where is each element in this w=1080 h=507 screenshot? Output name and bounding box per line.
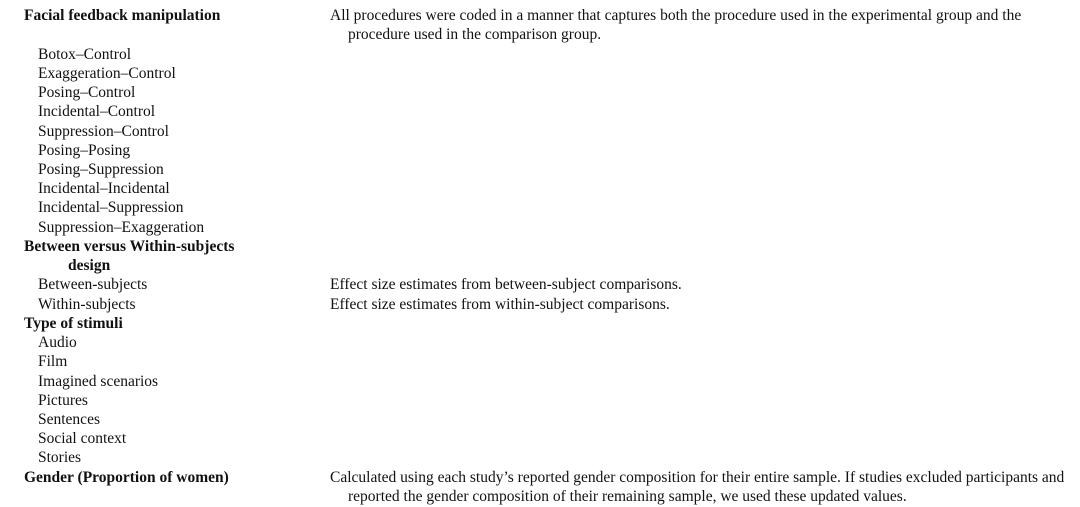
row-label: Exaggeration–Control bbox=[38, 65, 176, 83]
table-row bbox=[0, 198, 1080, 217]
row-description bbox=[312, 141, 1080, 160]
row-description bbox=[312, 122, 1080, 141]
row-label: Imagined scenarios bbox=[38, 372, 159, 390]
row-description bbox=[312, 410, 1080, 429]
table-row bbox=[0, 391, 1080, 410]
row-label-line1: Between versus Within-subjects bbox=[24, 237, 235, 255]
row-label: Suppression–Exaggeration bbox=[38, 218, 205, 236]
row-description bbox=[312, 83, 1080, 102]
row-label: Posing–Posing bbox=[38, 141, 131, 159]
table-row bbox=[0, 45, 1080, 64]
row-description bbox=[312, 179, 1080, 198]
table-row bbox=[0, 179, 1080, 198]
row-label: Between-subjects bbox=[38, 276, 148, 294]
table-row bbox=[0, 448, 1080, 467]
row-description bbox=[312, 275, 1080, 294]
coding-scheme-table bbox=[0, 6, 1080, 507]
table-row bbox=[0, 141, 1080, 160]
table-row bbox=[0, 295, 1080, 314]
row-description bbox=[312, 237, 1080, 275]
table-row bbox=[0, 122, 1080, 141]
row-description bbox=[312, 64, 1080, 83]
table-row bbox=[0, 429, 1080, 448]
table-row bbox=[0, 275, 1080, 294]
row-label: Audio bbox=[38, 334, 77, 352]
row-description bbox=[312, 6, 1080, 45]
table-row bbox=[0, 314, 1080, 333]
row-description bbox=[312, 45, 1080, 64]
table-row bbox=[0, 102, 1080, 121]
table-row bbox=[0, 64, 1080, 83]
row-description bbox=[312, 372, 1080, 391]
row-description bbox=[312, 102, 1080, 121]
row-description bbox=[312, 218, 1080, 237]
row-description bbox=[312, 352, 1080, 371]
row-label bbox=[0, 237, 312, 275]
table-row bbox=[0, 333, 1080, 352]
table-row bbox=[0, 83, 1080, 102]
row-description-text: Calculated using each study’s reported gender composition for their entire sample. If studies excluded participants and reported the gender composition of their remaining sample, we used these updated values. bbox=[330, 468, 1065, 506]
table-row bbox=[0, 468, 1080, 507]
table-row bbox=[0, 410, 1080, 429]
row-label: Incidental–Suppression bbox=[38, 199, 184, 217]
row-label: Social context bbox=[38, 430, 127, 448]
table-row bbox=[0, 372, 1080, 391]
row-description bbox=[312, 295, 1080, 314]
row-description-text: Effect size estimates from between-subject comparisons. bbox=[330, 276, 682, 294]
row-label: Incidental–Control bbox=[38, 103, 156, 121]
table-row bbox=[0, 237, 1080, 275]
row-description-text: All procedures were coded in a manner that captures both the procedure used in the experimental group and the procedure used in the comparison group. bbox=[330, 7, 1022, 44]
row-label: Sentences bbox=[38, 411, 100, 429]
table-row bbox=[0, 160, 1080, 179]
row-label: Suppression–Control bbox=[38, 122, 169, 140]
row-label: Gender (Proportion of women) bbox=[24, 468, 229, 486]
row-label: Type of stimuli bbox=[24, 315, 123, 333]
row-description bbox=[312, 198, 1080, 217]
row-label: Film bbox=[38, 353, 68, 371]
row-description bbox=[312, 333, 1080, 352]
row-description bbox=[312, 448, 1080, 467]
row-description-text: Effect size estimates from within-subject comparisons. bbox=[330, 295, 670, 313]
row-label: Posing–Suppression bbox=[38, 161, 164, 179]
row-label: Within-subjects bbox=[38, 295, 136, 313]
table-row bbox=[0, 6, 1080, 45]
table-body bbox=[0, 6, 1080, 507]
row-label: Incidental–Incidental bbox=[38, 180, 170, 198]
table-row bbox=[0, 218, 1080, 237]
row-label-line2: design bbox=[68, 257, 111, 275]
row-description bbox=[312, 468, 1080, 507]
row-description bbox=[312, 391, 1080, 410]
row-label: Facial feedback manipulation bbox=[24, 7, 221, 24]
row-label: Posing–Control bbox=[38, 84, 136, 102]
row-label: Botox–Control bbox=[38, 45, 132, 63]
row-description bbox=[312, 314, 1080, 333]
row-label: Stories bbox=[38, 449, 82, 467]
row-label: Pictures bbox=[38, 391, 88, 409]
table-row bbox=[0, 352, 1080, 371]
row-description bbox=[312, 160, 1080, 179]
row-description bbox=[312, 429, 1080, 448]
